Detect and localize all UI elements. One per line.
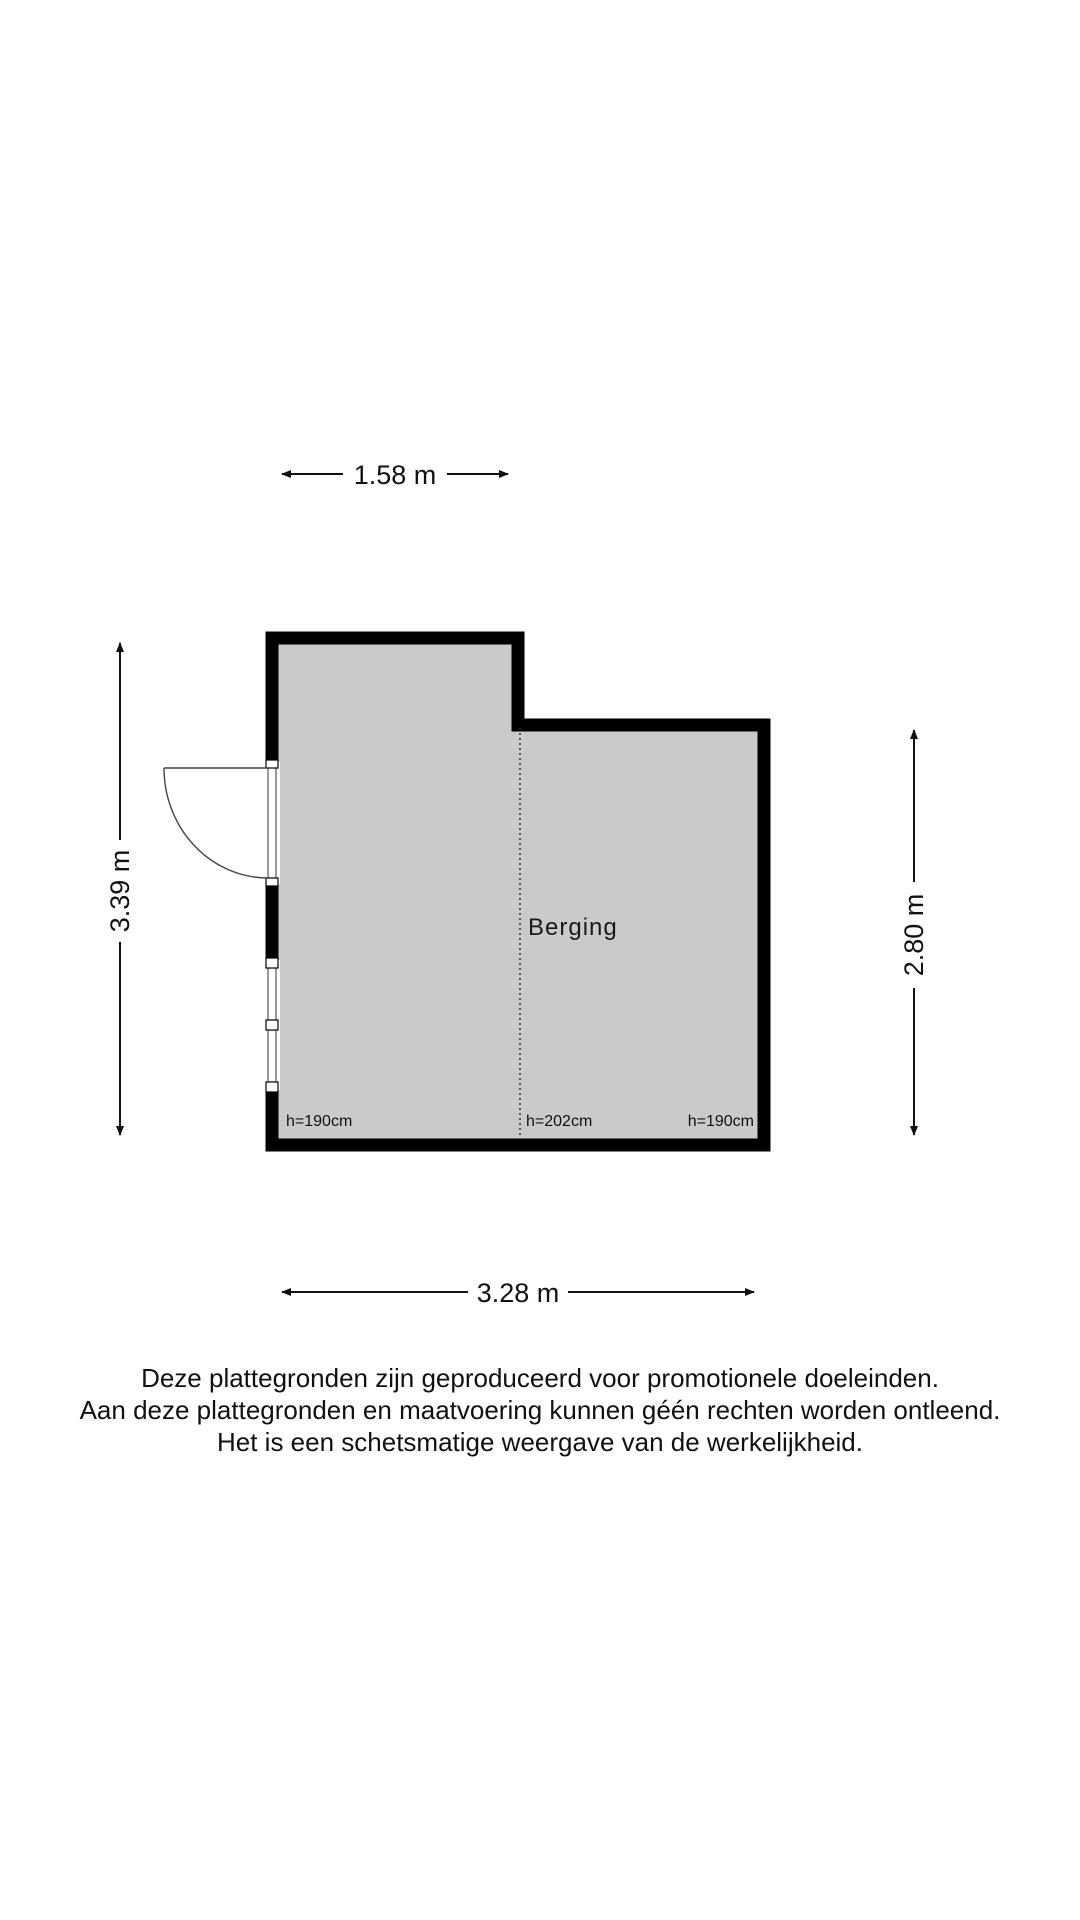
door-opening [264,762,280,884]
dimension-label-bottom: 3.28 m [476,1278,560,1308]
disclaimer-line: Deze plattegronden zijn geproduceerd voor promotionele doeleinden. [141,1363,939,1393]
dimension-bottom [282,1278,754,1308]
door-swing-arc [164,768,268,878]
disclaimer-text [0,1362,1080,1458]
door-jamb [266,760,278,768]
dimension-label-right: 2.80 m [899,893,929,977]
room-label: Berging [528,914,618,941]
ceiling-height-label: h=202cm [526,1113,593,1130]
ceiling-height-label: h=190cm [687,1113,754,1130]
window-frame [266,1082,278,1092]
disclaimer-line: Aan deze plattegronden en maatvoering kunnen géén rechten worden ontleend. [79,1395,1001,1425]
disclaimer-line: Het is een schetsmatige weergave van de werkelijkheid. [216,1427,863,1457]
dimension-top [282,460,508,490]
door-jamb [266,878,278,886]
window-frame [266,1020,278,1030]
dimension-left [105,643,135,1135]
window-frame [266,958,278,968]
dimension-label-top: 1.58 m [353,460,437,490]
ceiling-height-label: h=190cm [286,1113,353,1130]
dimension-label-left: 3.39 m [105,849,135,933]
dimension-right [899,730,929,1135]
